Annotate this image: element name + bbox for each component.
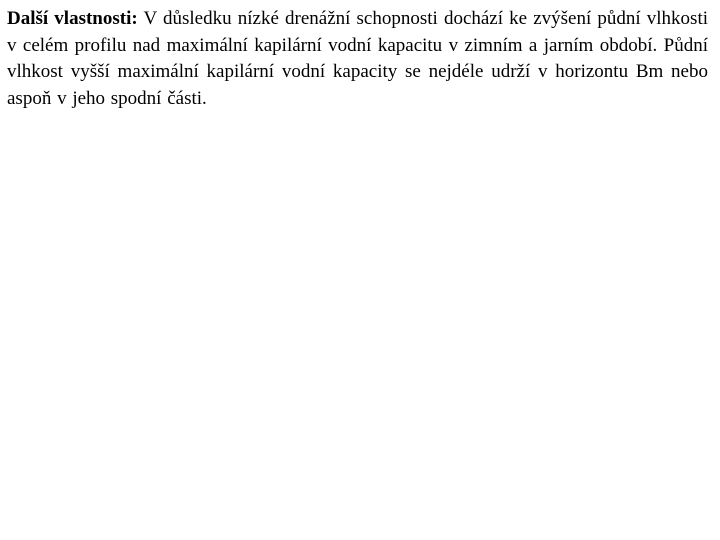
soil-properties-paragraph [7,6,708,112]
paragraph-lead-heading: Další vlastnosti: [7,8,138,29]
paragraph-body-text: V důsledku nízké drenážní schopnosti dochází ke zvýšení půdní vlhkosti v celém profilu nad maximální kapilární vodní kapacitu v zimním a jarním období. Půdní vlhkost vyšší maximální kapilární vodní kapacity se nejdéle udrží v horizontu Bm nebo aspoň v jeho spodní části. [7,8,708,109]
